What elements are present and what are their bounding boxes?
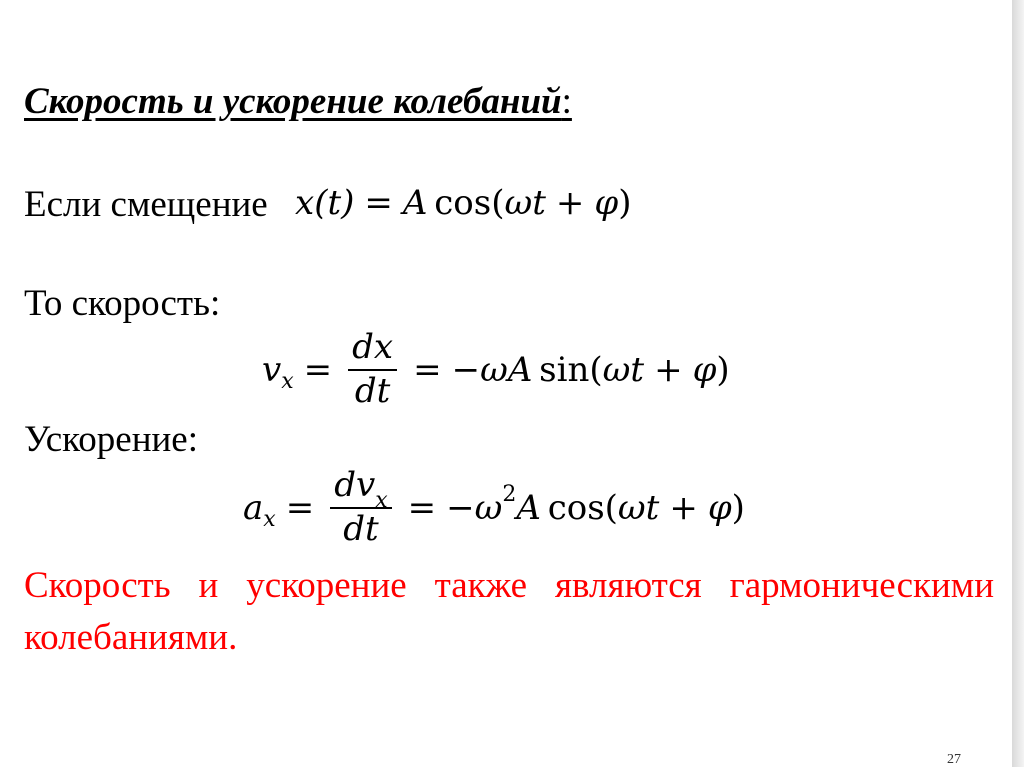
acc-phi: φ bbox=[707, 488, 732, 528]
eq-amplitude: A bbox=[402, 183, 428, 223]
eq-t-arg: (t) bbox=[314, 183, 355, 223]
eq-t: t bbox=[532, 183, 546, 223]
acc-amplitude: A bbox=[516, 488, 541, 528]
acc-open-paren: ( bbox=[604, 488, 618, 528]
vel-numerator: dx bbox=[348, 330, 397, 371]
displacement-label: Если смещение bbox=[24, 184, 268, 225]
acc-numerator-dv: dv bbox=[334, 465, 376, 506]
page-number: 27 bbox=[947, 752, 961, 767]
eq-omega: ω bbox=[504, 183, 533, 223]
conclusion-text: Скорость и ускорение также являются гармоническими колебаниями. bbox=[24, 565, 994, 658]
slide-edge-shadow bbox=[1012, 0, 1024, 767]
acc-equals-2: = bbox=[407, 488, 437, 528]
acceleration-equation bbox=[243, 458, 745, 558]
vel-sin: sin bbox=[539, 350, 590, 390]
vel-omega: ω bbox=[602, 350, 631, 390]
acc-fraction bbox=[330, 465, 391, 549]
velocity-label: То скорость: bbox=[24, 283, 221, 324]
acc-numerator-sub: x bbox=[375, 488, 388, 514]
eq-phi: φ bbox=[594, 183, 619, 223]
acc-close-paren: ) bbox=[731, 488, 745, 528]
acceleration-label: Ускорение: bbox=[24, 419, 198, 460]
eq-plus: + bbox=[555, 183, 585, 223]
acc-cos: cos bbox=[547, 488, 605, 528]
acc-equals-1: = bbox=[285, 488, 315, 528]
vel-open-paren: ( bbox=[589, 350, 603, 390]
vel-lhs-sub: x bbox=[281, 368, 294, 394]
acc-power: 2 bbox=[502, 481, 517, 507]
displacement-equation bbox=[295, 183, 631, 223]
vel-equals-1: = bbox=[303, 350, 333, 390]
vel-close-paren: ) bbox=[716, 350, 730, 390]
title-colon: : bbox=[561, 81, 572, 122]
acc-minus-omega: −ω bbox=[446, 488, 503, 528]
acc-numerator bbox=[330, 465, 391, 514]
eq-open-paren: ( bbox=[491, 183, 505, 223]
acc-t: t bbox=[645, 488, 660, 528]
vel-phi: φ bbox=[692, 350, 717, 390]
vel-minus-omega: −ω bbox=[451, 350, 508, 390]
vel-fraction bbox=[348, 327, 397, 411]
eq-close-paren: ) bbox=[618, 183, 632, 223]
vel-t: t bbox=[630, 350, 645, 390]
vel-lhs: v bbox=[262, 350, 282, 390]
acc-omega: ω bbox=[617, 488, 646, 528]
title-text: Скорость и ускорение колебаний bbox=[24, 81, 562, 122]
vel-amplitude: A bbox=[507, 350, 533, 390]
vel-denominator: dt bbox=[354, 371, 391, 411]
acc-plus: + bbox=[669, 488, 698, 528]
acc-denominator: dt bbox=[343, 509, 379, 549]
velocity-equation bbox=[262, 320, 730, 420]
acc-lhs: a bbox=[243, 488, 264, 528]
vel-equals-2: = bbox=[413, 350, 442, 390]
eq-x: x bbox=[295, 183, 315, 223]
slide-title bbox=[24, 80, 572, 123]
vel-plus: + bbox=[654, 350, 683, 390]
eq-cos: cos bbox=[434, 183, 492, 223]
eq-equals: = bbox=[364, 183, 393, 223]
acc-lhs-sub: x bbox=[263, 506, 276, 532]
